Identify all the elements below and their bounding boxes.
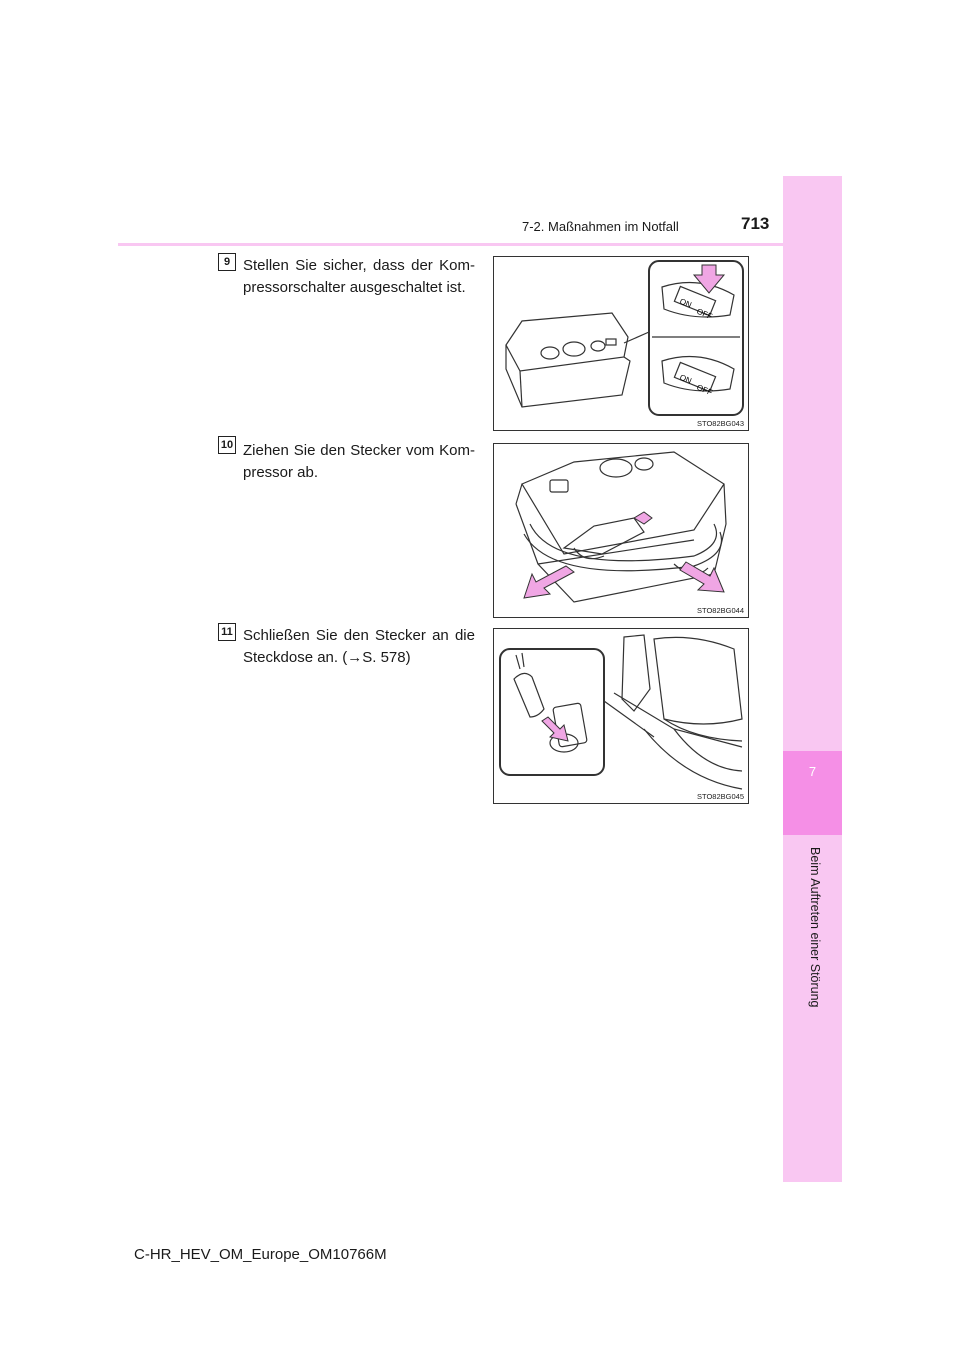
unplug-illustration	[494, 444, 747, 616]
switch-off-label: OFF	[695, 306, 714, 322]
figure-unplug-compressor	[493, 443, 749, 618]
chapter-number: 7	[808, 764, 817, 779]
header-rule	[118, 243, 783, 246]
figure-code: STO82BG044	[697, 606, 744, 615]
page-number: 713	[741, 214, 770, 233]
step-text: Schließen Sie den Stecker an die Steckdose an. (→S. 578)	[243, 627, 475, 666]
chapter-side-tab	[783, 176, 842, 1182]
step-number-badge: 10	[218, 436, 236, 454]
step-text: Ziehen Sie den Stecker vom Kom-pressor ab.	[243, 442, 475, 481]
section-title: 7-2. Maßnahmen im Notfall	[522, 219, 679, 234]
switch-on-label: ON	[678, 372, 693, 386]
switch-off-label: OFF	[695, 382, 714, 398]
figure-compressor-switch	[493, 256, 749, 431]
outlet-illustration	[494, 629, 747, 802]
document-id: C-HR_HEV_OM_Europe_OM10766M	[134, 1246, 387, 1263]
switch-on-label: ON	[678, 296, 693, 310]
compressor-switch-illustration	[494, 257, 747, 429]
figure-connect-outlet	[493, 628, 749, 804]
chapter-title: Beim Auftreten einer Störung	[808, 847, 822, 1008]
chapter-number-tab	[783, 751, 842, 835]
step-number-badge: 11	[218, 623, 236, 641]
figure-code: STO82BG043	[697, 419, 744, 428]
step-number-badge: 9	[218, 253, 236, 271]
step-text: Stellen Sie sicher, dass der Kom-pressorschalter ausgeschaltet ist.	[243, 257, 475, 296]
figure-code: STO82BG045	[697, 792, 744, 801]
